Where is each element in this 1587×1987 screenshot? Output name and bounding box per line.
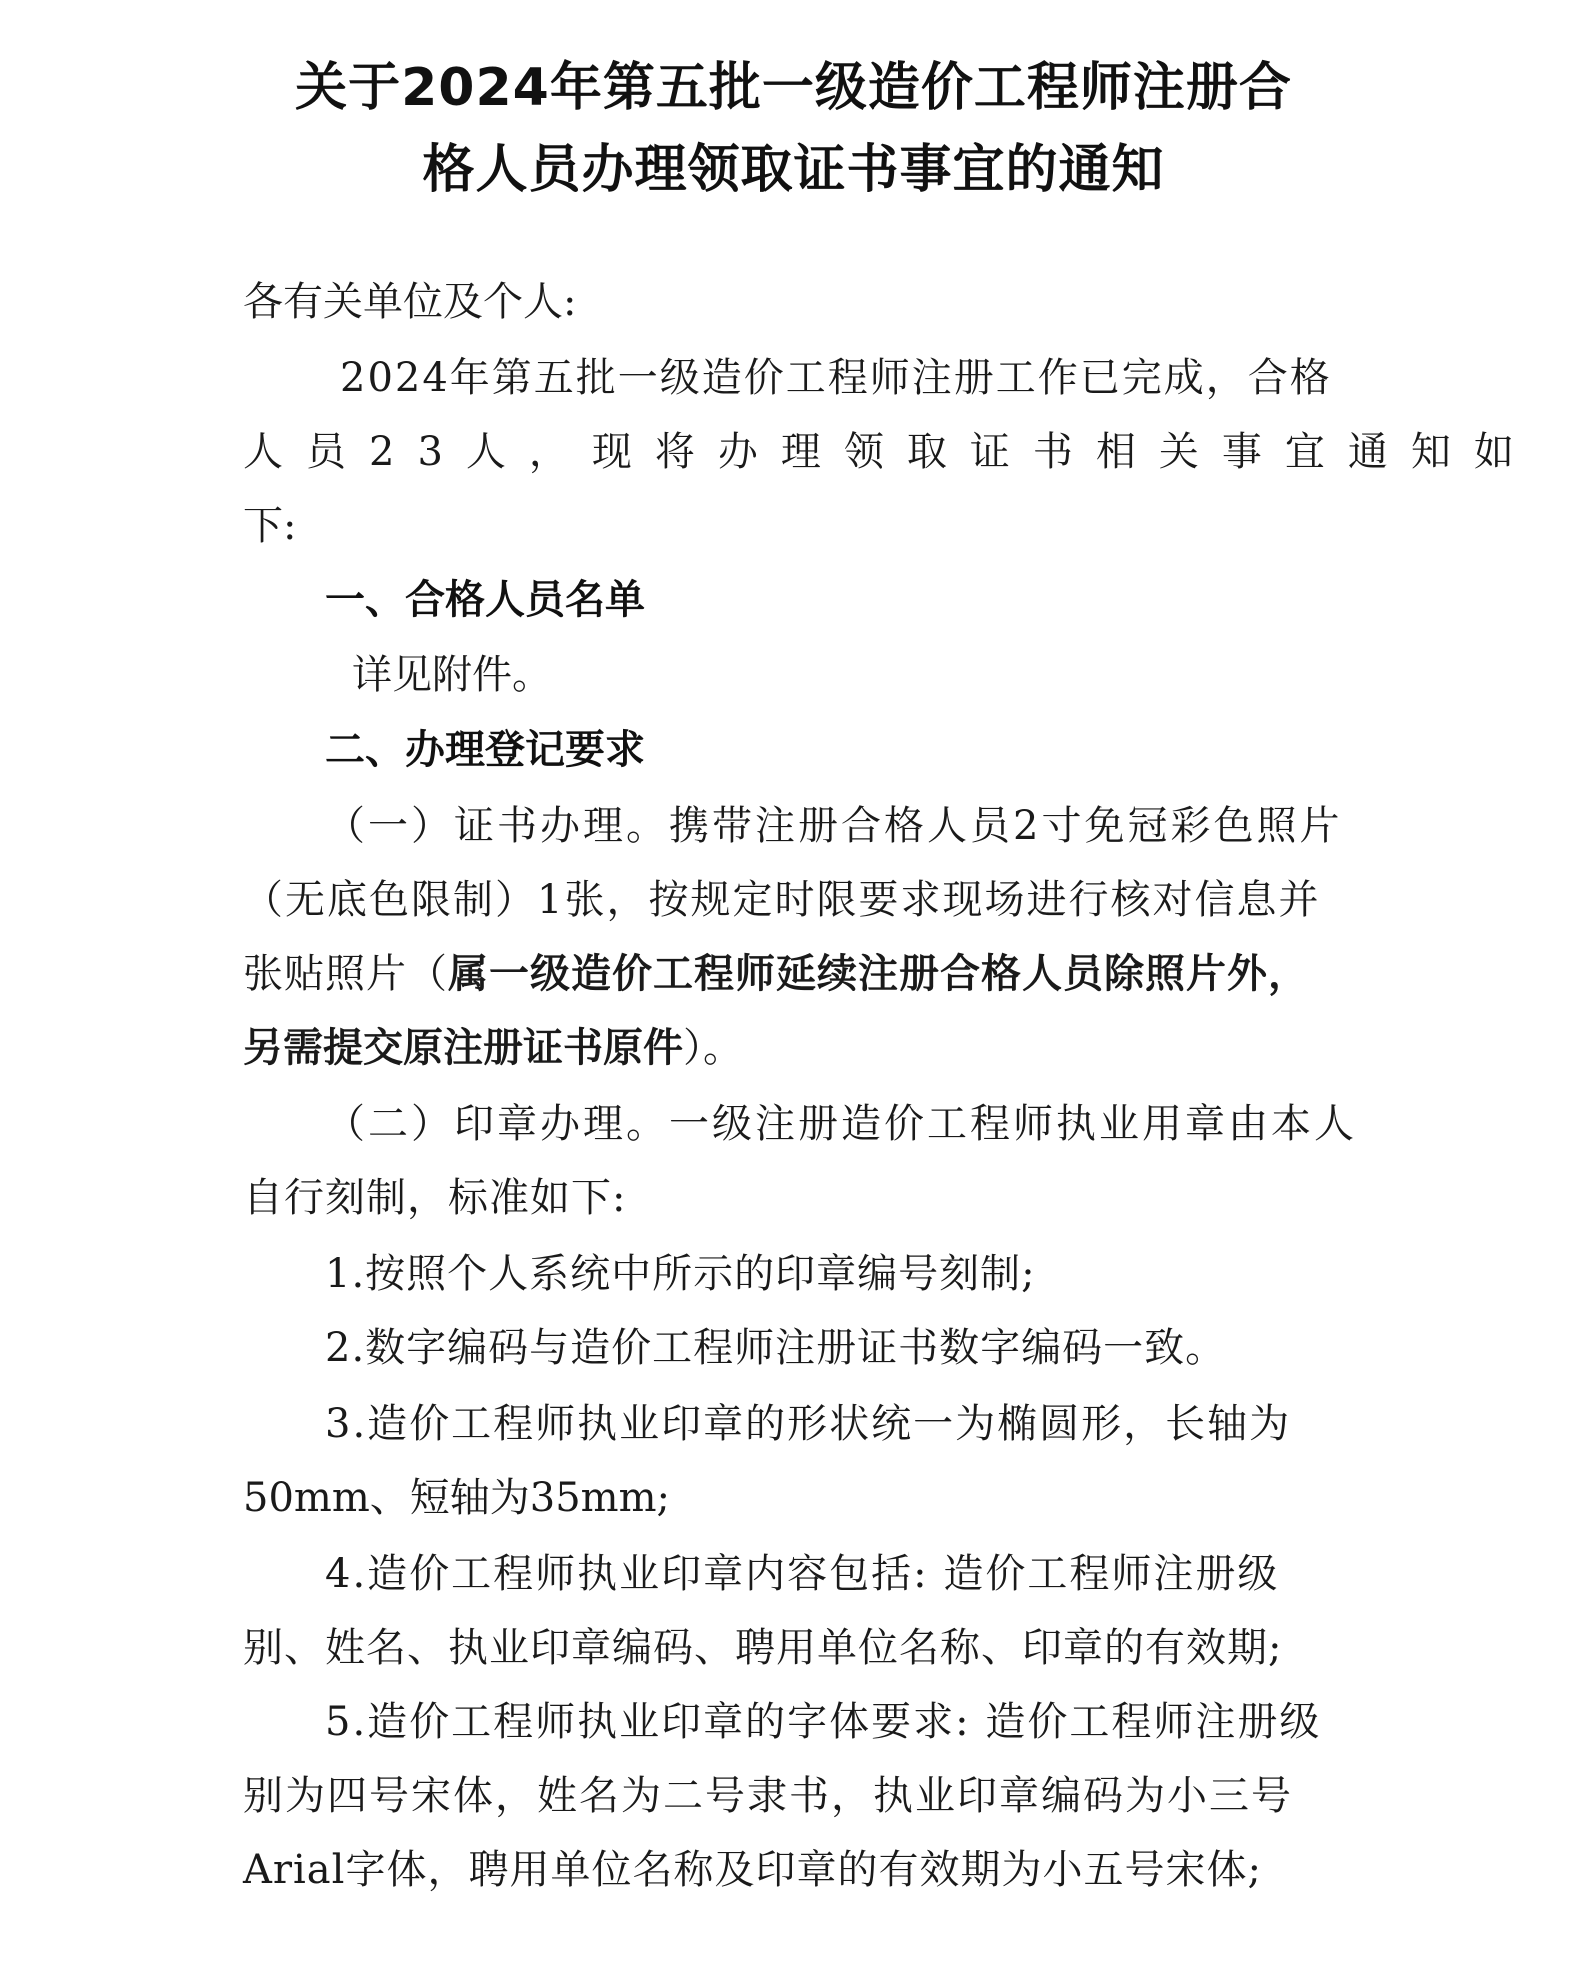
rule-1: 1.按照个人系统中所示的印章编号刻制;	[325, 1251, 1036, 1297]
rule-3-line-1: 3.造价工程师执业印章的形状统一为椭圆形，长轴为	[325, 1401, 1292, 1447]
document-title-line-2: 格人员办理领取证书事宜的通知	[422, 140, 1165, 200]
section-1-body: 详见附件。	[352, 652, 552, 698]
rule-4-line-2: 别、姓名、执业印章编码、聘用单位名称、印章的有效期;	[243, 1625, 1283, 1671]
intro-line-2: 人员23人，现将办理领取证书相关事宜通知如	[243, 429, 1537, 475]
intro-line-1: 2024年第五批一级造价工程师注册工作已完成，合格	[340, 355, 1332, 401]
item-1-line-4	[243, 1025, 743, 1071]
intro-line-3: 下:	[243, 503, 297, 549]
item-1-line-1: （一）证书办理。携带注册合格人员2寸免冠彩色照片	[325, 803, 1343, 849]
document-title-line-1: 关于2024年第五批一级造价工程师注册合	[295, 58, 1292, 118]
item-1-line-3	[243, 951, 1309, 997]
item-1-line-4-normal: ）。	[683, 1025, 743, 1071]
salutation: 各有关单位及个人:	[243, 279, 577, 325]
rule-2: 2.数字编码与造价工程师注册证书数字编码一致。	[325, 1325, 1227, 1371]
rule-5-line-3: Arial字体，聘用单位名称及印章的有效期为小五号宋体;	[243, 1847, 1262, 1893]
item-1-line-3-normal: 张贴照片（	[243, 951, 448, 997]
section-2-heading: 二、办理登记要求	[325, 727, 645, 773]
rule-5-line-1: 5.造价工程师执业印章的字体要求: 造价工程师注册级	[325, 1699, 1322, 1745]
rule-5-line-2: 别为四号宋体，姓名为二号隶书，执业印章编码为小三号	[243, 1773, 1293, 1819]
section-1-heading: 一、合格人员名单	[325, 577, 645, 623]
item-1-line-3-bold: 属一级造价工程师延续注册合格人员除照片外，	[448, 951, 1309, 997]
rule-3-line-2: 50mm、短轴为35mm;	[243, 1475, 670, 1521]
item-1-line-2: （无底色限制）1张，按规定时限要求现场进行核对信息并	[243, 877, 1321, 923]
item-1-line-4-bold: 另需提交原注册证书原件	[243, 1025, 683, 1071]
rule-4-line-1: 4.造价工程师执业印章内容包括: 造价工程师注册级	[325, 1551, 1280, 1597]
item-2-line-1: （二）印章办理。一级注册造价工程师执业用章由本人	[325, 1101, 1357, 1147]
item-2-line-2: 自行刻制，标准如下:	[243, 1175, 627, 1221]
